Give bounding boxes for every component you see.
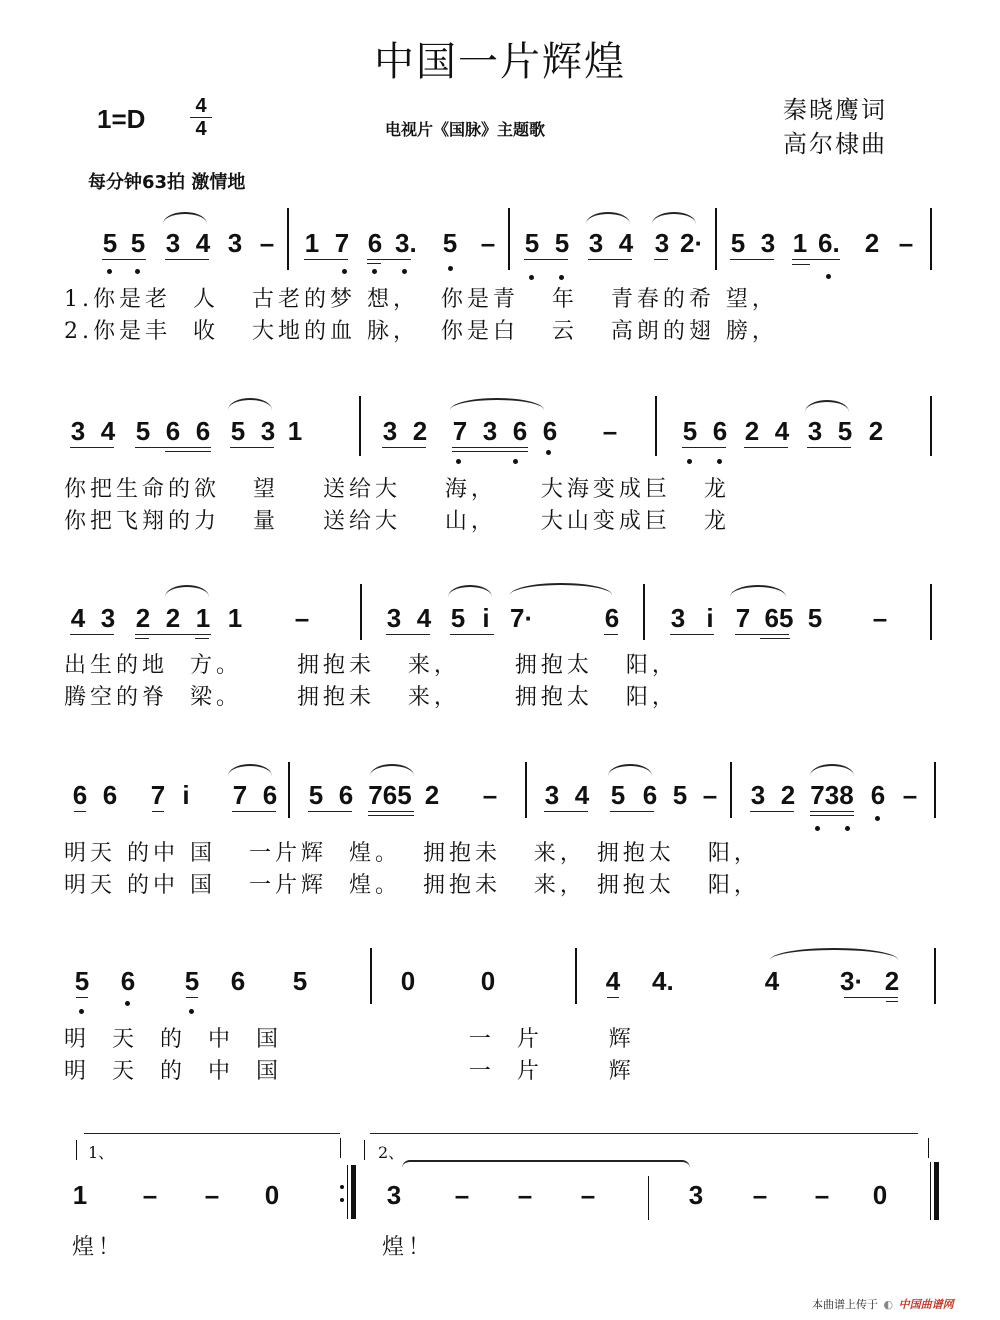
lyric-verse2-line4: 明天 的中 国 一片辉 煌。 拥抱未 来， 拥抱太 阳， [64,873,760,898]
site-logo-icon: ◐ [883,1298,894,1311]
lyric-verse2-line1: 2.你是丰 收 大地的血 脉， 你是白 云 高朗的翅 膀， [64,319,778,344]
footer-text: 本曲谱上传于 [812,1298,878,1311]
volta-2-label: 2、 [378,1143,405,1162]
key-signature: 1=D [97,104,146,134]
ending-2-lyric: 煌！ [382,1235,435,1260]
subtitle: 电视片《国脉》主题歌 [385,120,546,139]
lyric-verse2-line5: 明 天 的 中 国 一 片 辉 [64,1059,635,1084]
lyricist: 秦晓鹰词 [783,96,887,124]
footer-site-link[interactable]: 中国曲谱网 [898,1298,954,1311]
ending-1-lyric: 煌！ [72,1235,125,1260]
composer: 高尔棣曲 [783,130,887,158]
lyric-verse1-line4: 明天 的中 国 一片辉 煌。 拥抱未 来， 拥抱太 阳， [64,841,760,866]
time-sig-bottom: 4 [195,118,207,140]
tempo-marking: 每分钟63拍 激情地 [88,172,246,193]
lyric-verse1-line2: 你把生命的欲 望 送给大 海， 大海变成巨 龙 [64,477,730,502]
lyric-verse1-line3: 出生的地 方。 拥抱未 来， 拥抱太 阳， [64,653,678,678]
footer-watermark [812,1296,954,1312]
time-signature [190,96,212,139]
volta-1-label: 1、 [88,1143,115,1162]
song-title: 中国一片辉煌 [374,39,626,85]
lyric-verse1-line1: 1.你是老 人 古老的梦 想， 你是青 年 青春的希 望， [64,287,778,312]
lyric-verse1-line5: 明 天 的 中 国 一 片 辉 [64,1027,635,1052]
lyric-verse2-line3: 腾空的脊 梁。 拥抱未 来， 拥抱太 阳， [64,685,678,710]
lyric-verse2-line2: 你把飞翔的力 量 送给大 山， 大山变成巨 龙 [64,509,730,534]
time-sig-top: 4 [195,95,207,117]
